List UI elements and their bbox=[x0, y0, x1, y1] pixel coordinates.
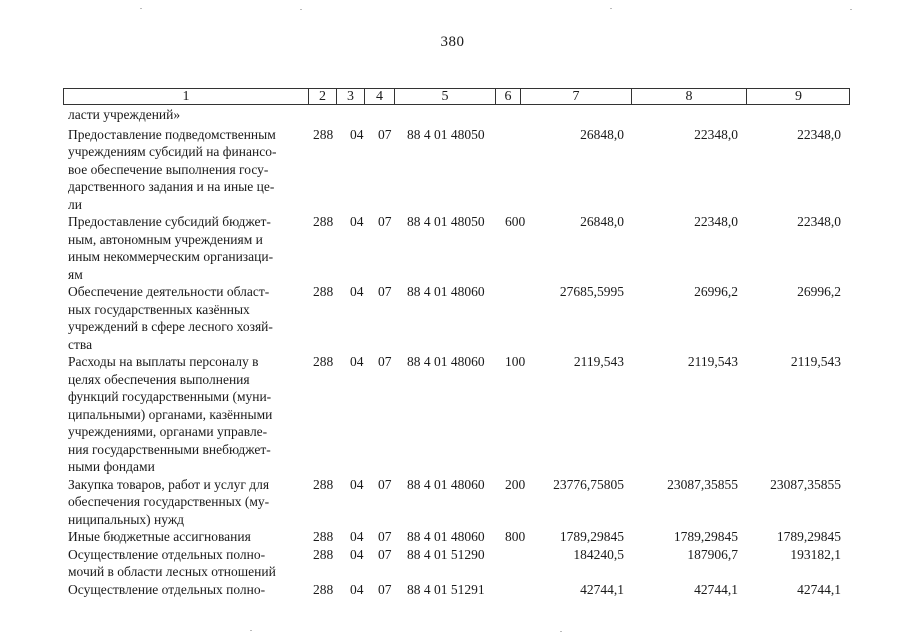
amount-col8-cell: 42744,1 bbox=[694, 581, 738, 597]
row-name-line: ными фондами bbox=[68, 459, 155, 474]
row-name-line: ли bbox=[68, 196, 82, 212]
grbs-cell: 288 bbox=[313, 529, 334, 544]
row-name bbox=[68, 528, 304, 546]
amount-col7-cell: 23776,75805 bbox=[553, 476, 624, 492]
section-cell: 04 bbox=[350, 581, 364, 597]
target-article-cell: 88 4 01 51291 bbox=[407, 581, 485, 597]
amount-col9-cell: 2119,543 bbox=[790, 354, 841, 369]
header-cell-7: 7 bbox=[521, 89, 632, 104]
subsection-cell: 07 bbox=[378, 476, 392, 492]
section-cell: 04 bbox=[350, 354, 364, 369]
header-cell-2: 2 bbox=[309, 89, 337, 104]
grbs-cell: 288 bbox=[313, 546, 334, 562]
row-name bbox=[68, 546, 304, 581]
row-name-line: Закупка товаров, работ и услуг для bbox=[68, 476, 270, 492]
subsection-cell: 07 bbox=[378, 581, 392, 597]
amount-col9-cell: 26996,2 bbox=[797, 284, 841, 299]
target-article-cell: 88 4 01 48060 bbox=[407, 284, 485, 299]
row-name bbox=[68, 126, 304, 214]
amount-col9-cell: 42744,1 bbox=[797, 581, 841, 597]
row-name-line: учреждениями, органами управле- bbox=[68, 424, 268, 439]
section-cell: 04 bbox=[350, 546, 364, 562]
amount-col8-cell: 22348,0 bbox=[694, 214, 738, 229]
table-header bbox=[63, 88, 850, 105]
row-name-line: учреждений в сфере лесного хозяй- bbox=[68, 319, 273, 334]
amount-col7-cell: 42744,1 bbox=[580, 581, 624, 597]
section-cell: 04 bbox=[350, 476, 364, 492]
subsection-cell: 07 bbox=[378, 284, 392, 299]
row-name-line: целях обеспечения выполнения bbox=[68, 371, 250, 387]
expense-type-cell: 800 bbox=[505, 529, 526, 544]
header-cell-3: 3 bbox=[337, 89, 365, 104]
section-cell: 04 bbox=[350, 284, 364, 299]
grbs-cell: 288 bbox=[313, 126, 334, 142]
carry-over-text: ласти учреждений» bbox=[68, 107, 181, 122]
header-cell-8: 8 bbox=[632, 89, 747, 104]
header-cell-9: 9 bbox=[795, 89, 802, 104]
row-name-line: учреждениям субсидий на финансо- bbox=[68, 144, 277, 159]
amount-col8-cell: 23087,35855 bbox=[667, 476, 738, 492]
row-name-line: Расходы на выплаты персоналу в bbox=[68, 354, 259, 369]
row-name-line: иным некоммерческим организаци- bbox=[68, 249, 274, 264]
row-name bbox=[68, 213, 304, 283]
grbs-cell: 288 bbox=[313, 354, 334, 369]
row-name-line: обеспечения государственных (му- bbox=[68, 494, 270, 509]
grbs-cell: 288 bbox=[313, 284, 334, 299]
row-name-line: ципальными) органами, казёнными bbox=[68, 406, 273, 422]
page-number: 380 bbox=[440, 34, 465, 50]
row-name-line: ния государственными внебюджет- bbox=[68, 441, 271, 457]
row-name-line: функций государственными (муни- bbox=[68, 389, 272, 404]
row-name bbox=[68, 581, 304, 599]
row-name-line: ных государственных казённых bbox=[68, 301, 250, 317]
amount-col7-cell: 1789,29845 bbox=[559, 529, 624, 544]
amount-col7-cell: 27685,5995 bbox=[559, 284, 624, 299]
row-name-line: вое обеспечение выполнения госу- bbox=[68, 161, 269, 177]
row-name-line: Осуществление отдельных полно- bbox=[68, 546, 266, 562]
section-cell: 04 bbox=[350, 214, 364, 229]
row-name-line: ям bbox=[68, 266, 83, 282]
amount-col8-cell: 187906,7 bbox=[687, 546, 738, 562]
grbs-cell: 288 bbox=[313, 476, 334, 492]
row-name-line: Предоставление подведомственным bbox=[68, 126, 276, 142]
row-name-line: Осуществление отдельных полно- bbox=[68, 581, 266, 597]
grbs-cell: 288 bbox=[313, 214, 334, 229]
row-name-line: ниципальных) нужд bbox=[68, 511, 185, 527]
row-name-line: Иные бюджетные ассигнования bbox=[68, 529, 251, 544]
amount-col8-cell: 26996,2 bbox=[694, 284, 738, 299]
subsection-cell: 07 bbox=[378, 214, 392, 229]
grbs-cell: 288 bbox=[313, 581, 334, 597]
amount-col9-cell: 193182,1 bbox=[790, 546, 841, 562]
row-name-line: Предоставление субсидий бюджет- bbox=[68, 214, 271, 229]
expense-type-cell: 100 bbox=[505, 354, 526, 369]
subsection-cell: 07 bbox=[378, 354, 392, 369]
expense-type-cell: 600 bbox=[505, 214, 526, 229]
amount-col8-cell: 22348,0 bbox=[694, 126, 738, 142]
target-article-cell: 88 4 01 48050 bbox=[407, 126, 485, 142]
target-article-cell: 88 4 01 51290 bbox=[407, 546, 485, 562]
amount-col7-cell: 2119,543 bbox=[573, 354, 624, 369]
subsection-cell: 07 bbox=[378, 546, 392, 562]
amount-col9-cell: 23087,35855 bbox=[770, 476, 841, 492]
header-cell-1: 1 bbox=[64, 89, 309, 104]
row-name-line: дарственного задания и на иные це- bbox=[68, 179, 275, 194]
amount-col9-cell: 1789,29845 bbox=[776, 529, 841, 544]
row-name bbox=[68, 476, 304, 529]
amount-col7-cell: 26848,0 bbox=[580, 126, 624, 142]
header-cell-5: 5 bbox=[395, 89, 496, 104]
row-name bbox=[68, 283, 304, 353]
header-cell-6: 6 bbox=[496, 89, 521, 104]
amount-col8-cell: 2119,543 bbox=[687, 354, 738, 369]
target-article-cell: 88 4 01 48060 bbox=[407, 354, 485, 369]
amount-col8-cell: 1789,29845 bbox=[673, 529, 738, 544]
amount-col9-cell: 22348,0 bbox=[797, 126, 841, 142]
row-name bbox=[68, 353, 304, 476]
amount-col7-cell: 184240,5 bbox=[573, 546, 624, 562]
section-cell: 04 bbox=[350, 529, 364, 544]
subsection-cell: 07 bbox=[378, 126, 392, 142]
subsection-cell: 07 bbox=[378, 529, 392, 544]
amount-col9-cell: 22348,0 bbox=[797, 214, 841, 229]
row-name-line: ным, автономным учреждениям и bbox=[68, 231, 263, 247]
row-name-line: Обеспечение деятельности област- bbox=[68, 284, 270, 299]
amount-col7-cell: 26848,0 bbox=[580, 214, 624, 229]
target-article-cell: 88 4 01 48060 bbox=[407, 529, 485, 544]
target-article-cell: 88 4 01 48050 bbox=[407, 214, 485, 229]
expense-type-cell: 200 bbox=[505, 476, 526, 492]
section-cell: 04 bbox=[350, 126, 364, 142]
row-name-line: мочий в области лесных отношений bbox=[68, 564, 276, 579]
row-name-line: ства bbox=[68, 336, 93, 352]
target-article-cell: 88 4 01 48060 bbox=[407, 476, 485, 492]
header-cell-4: 4 bbox=[365, 89, 395, 104]
